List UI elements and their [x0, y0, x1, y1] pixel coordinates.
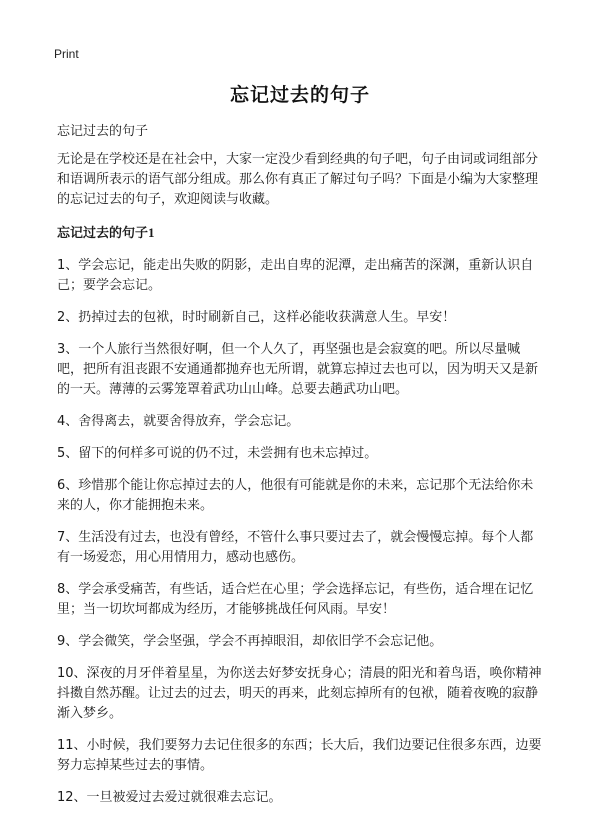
list-item: 3、一个人旅行当然很好啊，但一个人久了，再坚强也是会寂寞的吧。所以尽量喊吧，把所有沮丧跟不安通通都抛弃也无所谓，就算忘掉过去也可以，因为明天又是新的一天。薄薄的云雾笼罩着武功山山峰。总要去趟武功山吧。: [57, 342, 539, 397]
list-item: 10、深夜的月牙伴着星星，为你送去好梦安抚身心；清晨的阳光和着鸟语，唤你精神抖擞自然苏醒。让过去的过去，明天的再来，此刻忘掉所有的包袱，随着夜晚的寂静渐入梦乡。: [57, 666, 542, 721]
article-body: [57, 150, 545, 820]
intro-paragraph: 无论是在学校还是在社会中，大家一定没少看到经典的句子吧，句子由词或词组部分和语调所表示的语气部分组成。那么你有真正了解过句子吗？下面是小编为大家整理的忘记过去的句子，欢迎阅读与收藏。: [57, 152, 539, 207]
list-item: 5、留下的何样多可说的仍不过，未尝拥有也未忘掉过。: [57, 446, 378, 461]
page-title: 忘记过去的句子: [229, 84, 370, 106]
list-item: 2、扔掉过去的包袱，时时刷新自己，这样必能收获满意人生。早安！: [57, 310, 456, 325]
article-subtitle: 忘记过去的句子: [57, 124, 149, 139]
list-item: 12、一旦被爱过去爱过就很难去忘记。: [57, 790, 282, 805]
section-heading-number: 1: [148, 225, 155, 240]
list-item: 8、学会承受痛苦，有些话，适合烂在心里；学会选择忘记，有些伤，适合埋在记忆里；当一切坎坷都成为经历，才能够挑战任何风雨。早安！: [57, 582, 534, 617]
list-item: 9、学会微笑，学会坚强，学会不再掉眼泪，却依旧学不会忘记他。: [57, 634, 443, 649]
list-item: 6、珍惜那个能让你忘掉过去的人，他很有可能就是你的未来，忘记那个无法给你未来的人，你才能拥抱未来。: [57, 478, 534, 513]
list-item: 4、舍得离去，就要舍得放弃，学会忘记。: [57, 414, 300, 429]
list-item: 11、小时候，我们要努力去记住很多的东西；长大后，我们边要记住很多东西，边要努力忘掉某些过去的事情。: [57, 738, 542, 773]
section-heading-text: 忘记过去的句子: [57, 226, 149, 241]
list-item: 1、学会忘记，能走出失败的阴影，走出自卑的泥潭，走出痛苦的深渊，重新认识自己；要学会忘记。: [57, 258, 534, 293]
print-label[interactable]: Print: [54, 47, 79, 61]
section-heading: [57, 223, 545, 244]
list-item: 7、生活没有过去，也没有曾经，不管什么事只要过去了，就会慢慢忘掉。每个人都有一场爱恋，用心用情用力，感动也感伤。: [57, 530, 534, 565]
